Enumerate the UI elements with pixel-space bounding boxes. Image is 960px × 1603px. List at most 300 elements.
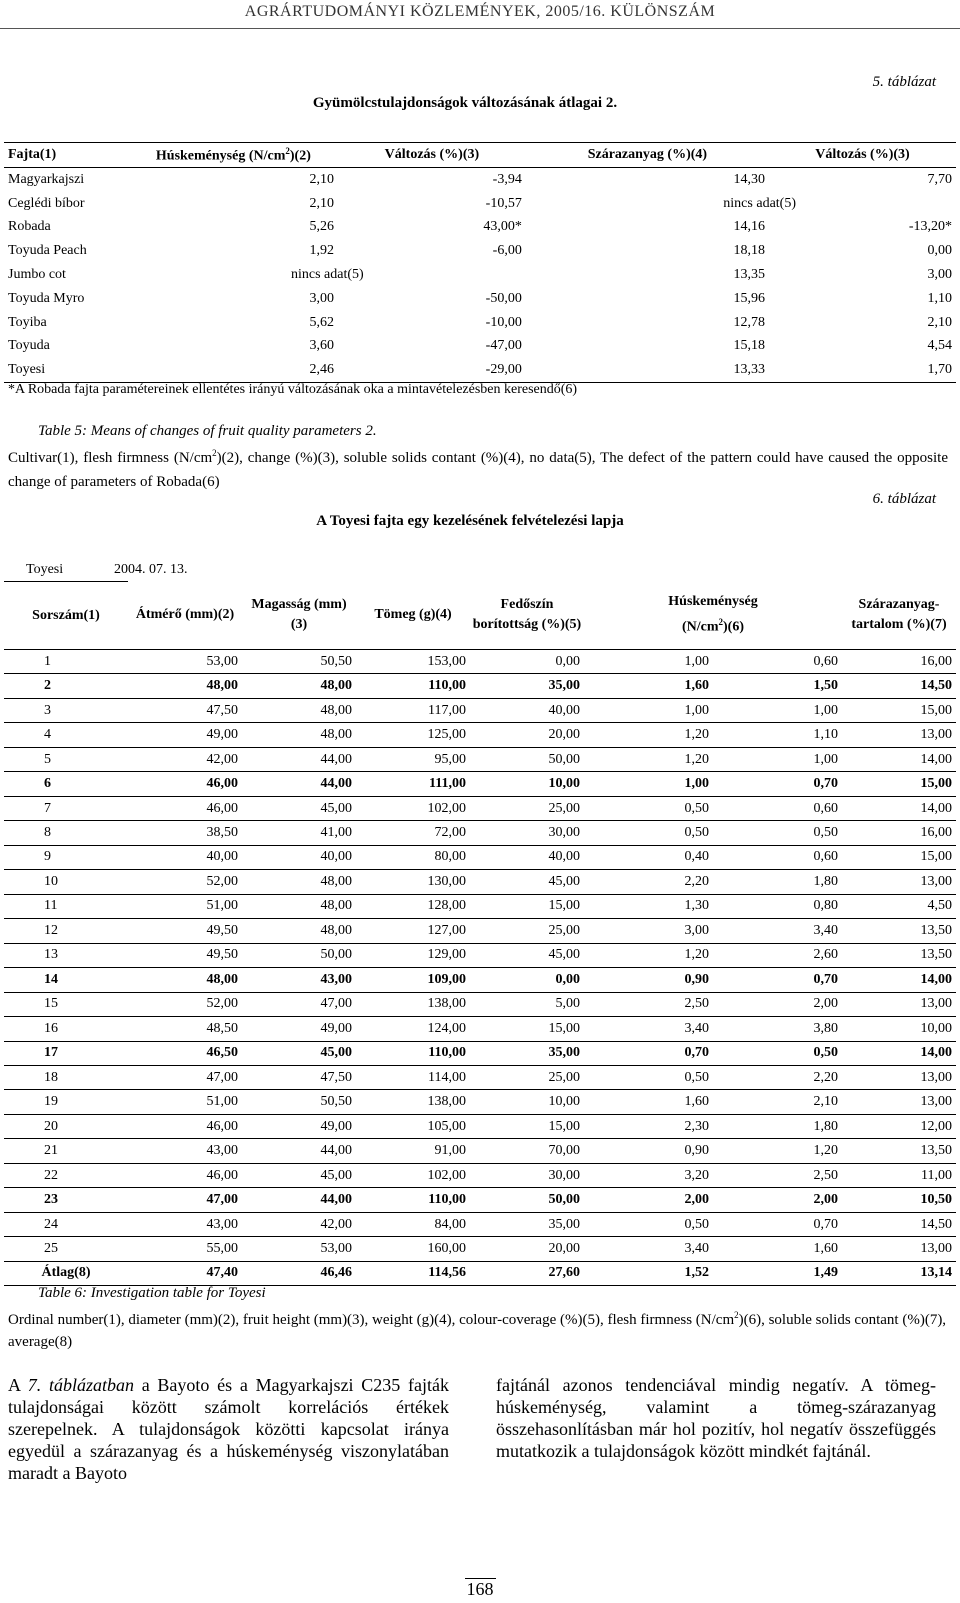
table6-cell: 1,00 [584, 698, 713, 722]
table5-cell: 14,16 [733, 219, 765, 235]
table6-cell: 47,00 [128, 1065, 242, 1089]
table6-cell: 3,00 [584, 919, 713, 943]
table5-cell: -13,20* [908, 219, 952, 235]
table6-cell: 27,60 [470, 1261, 584, 1285]
table6-row-number: 3 [4, 698, 128, 722]
table5-cell: nincs adat(5) [723, 195, 796, 211]
table6-row [4, 747, 956, 771]
table6-cell: 0,60 [713, 845, 842, 869]
table6-cell: 10,00 [470, 1090, 584, 1114]
table6-cell: 20,00 [470, 1237, 584, 1261]
table6-row-number: 21 [4, 1139, 128, 1163]
table6-row-number: 10 [4, 870, 128, 894]
table5-row [4, 216, 956, 240]
table6-cell: 47,40 [128, 1261, 242, 1285]
table6-row-number: 14 [4, 968, 128, 992]
table6-cell: 11,00 [842, 1163, 956, 1187]
table6-cell: 46,00 [128, 1114, 242, 1138]
table5-cell: -10,57 [485, 195, 522, 211]
table6-row-number: 7 [4, 796, 128, 820]
table5-cell: -3,94 [492, 171, 522, 187]
table6-row-number: 1 [4, 650, 128, 674]
table6-row [4, 796, 956, 820]
table6-cell: 1,00 [584, 772, 713, 796]
table6-row-number: 12 [4, 919, 128, 943]
table6-cell: 0,50 [713, 1041, 842, 1065]
table6-cell: 3,40 [584, 1237, 713, 1261]
table6-cell: 15,00 [470, 1017, 584, 1041]
table6-cell: 2,30 [584, 1114, 713, 1138]
table6-cell: 41,00 [242, 821, 356, 845]
table6-cell: 45,00 [470, 943, 584, 967]
table5-cell: 2,10 [309, 195, 334, 211]
table6-cell: 45,00 [242, 1041, 356, 1065]
table5-cell: -6,00 [492, 243, 522, 259]
table6-cell: 50,00 [470, 747, 584, 771]
table6-cell: 10,00 [470, 772, 584, 796]
table6-cell: 14,00 [842, 796, 956, 820]
table6-cell: 35,00 [470, 674, 584, 698]
table6-cell: 48,00 [128, 968, 242, 992]
table6-cell: 50,00 [470, 1188, 584, 1212]
table6-cell: 129,00 [356, 943, 470, 967]
table6-row-number: 18 [4, 1065, 128, 1089]
table6-row-number: Átlag(8) [4, 1261, 128, 1285]
table5-cell: Magyarkajszi [8, 171, 85, 187]
table6-cell: 44,00 [242, 772, 356, 796]
table6-row-number: 22 [4, 1163, 128, 1187]
table6-cell: 49,00 [242, 1114, 356, 1138]
table6-row-number: 11 [4, 894, 128, 918]
table5-cell: -10,00 [485, 314, 522, 330]
table6-cell: 13,00 [842, 723, 956, 747]
table5-cell: Toyuda [8, 338, 50, 354]
table5-row [4, 311, 956, 335]
table6-cell: 46,00 [128, 796, 242, 820]
table5-cell: 18,18 [733, 243, 765, 259]
table6-cell: 14,00 [842, 747, 956, 771]
page-number: 168 [466, 1579, 494, 1599]
table6-cell: 0,50 [584, 821, 713, 845]
table6 [4, 581, 956, 1286]
table6-cell: 13,50 [842, 1139, 956, 1163]
table6-average-row [4, 1261, 956, 1285]
table6-row-number: 23 [4, 1188, 128, 1212]
table6-cell: 45,00 [470, 870, 584, 894]
table6-row [4, 1090, 956, 1114]
table5-title: Gyümölcstulajdonságok változásának átlagai 2. [312, 95, 618, 111]
table6-cell: 13,00 [842, 992, 956, 1016]
table5-cell: 5,62 [309, 314, 334, 330]
table6-cell: 84,00 [356, 1212, 470, 1236]
table6-row [4, 1139, 956, 1163]
table6-cell: 130,00 [356, 870, 470, 894]
table6-row [4, 870, 956, 894]
table5-cell: -47,00 [485, 338, 522, 354]
table6-row [4, 845, 956, 869]
table6-cell: 40,00 [128, 845, 242, 869]
table5-cell: Toyuda Peach [8, 243, 87, 259]
table6-cell: 47,00 [242, 992, 356, 1016]
table6-cell: 0,70 [713, 772, 842, 796]
table6-cell: 160,00 [356, 1237, 470, 1261]
table6-row-number: 24 [4, 1212, 128, 1236]
table6-cell: 125,00 [356, 723, 470, 747]
table5-english-description: Cultivar(1), flesh firmness $(N/cm^2)(2)$, change (%)(3), soluble solids contant (%)(4), no data(5), The defect of the pattern could have caused the opposite change of parameters of Robada(6) [8, 448, 948, 490]
table6-row [4, 674, 956, 698]
table6-cell: 55,00 [128, 1237, 242, 1261]
table6-cell: 53,00 [128, 650, 242, 674]
table6-cell: 0,50 [584, 1065, 713, 1089]
table5-row [4, 168, 956, 192]
table6-cell: 45,00 [242, 1163, 356, 1187]
table6-cell: 48,00 [242, 723, 356, 747]
table5-cell: 1,70 [769, 358, 956, 382]
table6-row-number: 2 [4, 674, 128, 698]
table6-cell: 15,00 [842, 772, 956, 796]
table6-row [4, 1041, 956, 1065]
table6-cell: 51,00 [128, 1090, 242, 1114]
table6-row-number: 19 [4, 1090, 128, 1114]
table6-col-solids: Szárazanyag-tartalom (%)(7) [842, 582, 956, 650]
table5-cell: Robada [8, 219, 51, 235]
table6-cell: 0,80 [713, 894, 842, 918]
table6-cell: 138,00 [356, 992, 470, 1016]
table6-row [4, 698, 956, 722]
table5-row [4, 192, 956, 216]
table6-cell: 117,00 [356, 698, 470, 722]
table6-cell: 46,46 [242, 1261, 356, 1285]
table6-cell: 40,00 [470, 845, 584, 869]
table6-date: 2004. 07. 13. [114, 562, 188, 577]
table5-cell: 1,92 [309, 243, 334, 259]
table6-cell: 127,00 [356, 919, 470, 943]
table6-row-number: 15 [4, 992, 128, 1016]
table6-cell: 2,00 [713, 992, 842, 1016]
table6-row [4, 943, 956, 967]
table6-cell: 91,00 [356, 1139, 470, 1163]
table6-cell: 48,00 [242, 698, 356, 722]
table5 [4, 142, 956, 383]
table6-cell: 50,50 [242, 650, 356, 674]
table6-cell: 111,00 [356, 772, 470, 796]
table6-cell: 1,80 [713, 1114, 842, 1138]
table6-row-number: 8 [4, 821, 128, 845]
table6-row [4, 650, 956, 674]
table6-cell: 46,50 [128, 1041, 242, 1065]
table6-cell: 70,00 [470, 1139, 584, 1163]
table5-cell: 15,18 [733, 338, 765, 354]
table5-cell: Toyiba [8, 314, 47, 330]
table6-cell: 1,20 [584, 723, 713, 747]
table6-cell: 30,00 [470, 821, 584, 845]
table6-header-row [4, 582, 956, 650]
table6-english-description: Ordinal number(1), diameter (mm)(2), fruit height (mm)(3), weight (g)(4), colour-coverage (%)(5), flesh firmness $(N/cm^2)(6)$, soluble solids contant (%)(7), average(8) [8, 1310, 947, 1350]
table6-cell: 0,70 [584, 1041, 713, 1065]
table6-cell: 2,50 [584, 992, 713, 1016]
table6-cell: 49,00 [242, 1017, 356, 1041]
table5-cell: -50,00 [485, 290, 522, 306]
table6-cell: 14,00 [842, 968, 956, 992]
table6-row-number: 17 [4, 1041, 128, 1065]
table5-english-title: Table 5: Means of changes of fruit quality parameters 2. [38, 423, 377, 439]
table6-cell: 1,20 [584, 747, 713, 771]
table6-cell: 3,80 [713, 1017, 842, 1041]
table6-cell: 3,20 [584, 1163, 713, 1187]
table6-variety: Toyesi [26, 562, 64, 577]
table6-row-number: 6 [4, 772, 128, 796]
table5-cell: 12,78 [733, 314, 765, 330]
table6-cell: 20,00 [470, 723, 584, 747]
table6-cell: 1,80 [713, 870, 842, 894]
table6-cell: 114,00 [356, 1065, 470, 1089]
table6-cell: 51,00 [128, 894, 242, 918]
table6-cell: 15,00 [470, 1114, 584, 1138]
table6-cell: 0,40 [584, 845, 713, 869]
body-column-right: fajtánál azonos tendenciával mindig negatív. A tömeg-húskeménység, valamint a tömeg-szárazanyag összehasonlításban már hol pozitív, hol negatív összefüggés mutatkozik a tulajdonságok között mindkét fajtánál. [496, 1375, 936, 1461]
table6-cell: 13,50 [842, 919, 956, 943]
table6-row-number: 20 [4, 1114, 128, 1138]
table6-cell: 16,00 [842, 821, 956, 845]
table6-cell: 105,00 [356, 1114, 470, 1138]
table6-cell: 102,00 [356, 1163, 470, 1187]
table5-cell: 13,33 [526, 358, 769, 382]
table6-cell: 12,00 [842, 1114, 956, 1138]
table6-cell: 48,00 [242, 894, 356, 918]
table6-cell: 43,00 [242, 968, 356, 992]
table5-col-solids: Szárazanyag (%)(4) [526, 143, 769, 168]
table5-footnote: *A Robada fajta paramétereinek ellentétes irányú változásának oka a mintavételezésben keresendő(6) [8, 382, 578, 397]
table6-cell: 2,50 [713, 1163, 842, 1187]
table6-cell: 46,00 [128, 1163, 242, 1187]
table6-cell: 0,00 [470, 968, 584, 992]
table6-cell: 25,00 [470, 796, 584, 820]
table6-cell: 0,90 [584, 968, 713, 992]
table6-variety-date [4, 562, 188, 578]
table6-cell: 2,20 [713, 1065, 842, 1089]
table6-english-title: Table 6: Investigation table for Toyesi [38, 1285, 266, 1301]
table5-row [4, 287, 956, 311]
table6-cell: 38,50 [128, 821, 242, 845]
table6-cell: 48,00 [242, 919, 356, 943]
table6-cell: 44,00 [242, 1139, 356, 1163]
table5-header-row [4, 143, 956, 168]
table5-cell: nincs adat(5) [290, 267, 364, 283]
table6-cell: 47,50 [242, 1065, 356, 1089]
table5-cell: 1,10 [927, 290, 952, 306]
table6-cell: 4,50 [842, 894, 956, 918]
table6-cell: 114,56 [356, 1261, 470, 1285]
table5-cell: 5,26 [309, 219, 334, 235]
table6-cell: 13,00 [842, 1090, 956, 1114]
journal-header: AGRÁRTUDOMÁNYI KÖZLEMÉNYEK, 2005/16. KÜLÖNSZÁM [244, 3, 716, 20]
table6-cell: 1,49 [713, 1261, 842, 1285]
table6-cell: 50,50 [242, 1090, 356, 1114]
table6-cell: 53,00 [242, 1237, 356, 1261]
table6-cell: 43,00 [128, 1212, 242, 1236]
table6-row-number: 13 [4, 943, 128, 967]
table5-cell: Jumbo cot [8, 267, 66, 283]
table6-col-number: Sorszám(1) [4, 582, 128, 650]
table6-cell: 44,00 [242, 1188, 356, 1212]
table6-cell: 5,00 [470, 992, 584, 1016]
table6-cell: 13,00 [842, 1237, 956, 1261]
table6-cell: 1,00 [713, 747, 842, 771]
table6-cell: 40,00 [470, 698, 584, 722]
table6-row-number: 25 [4, 1237, 128, 1261]
table6-cell: 0,50 [584, 796, 713, 820]
table5-cell: 13,35 [733, 267, 765, 283]
table6-cell: 35,00 [470, 1212, 584, 1236]
table5-col-change1: Változás (%)(3) [338, 143, 526, 168]
table6-cell: 42,00 [128, 747, 242, 771]
table6-cell: 0,50 [584, 1212, 713, 1236]
table5-row [4, 239, 956, 263]
header-rule [0, 28, 960, 29]
table6-cell: 109,00 [356, 968, 470, 992]
table5-cell: 2,10 [927, 314, 952, 330]
table5-cell: 15,96 [733, 290, 765, 306]
table6-cell: 1,00 [713, 698, 842, 722]
table6-cell: 25,00 [470, 1065, 584, 1089]
table6-cell: 30,00 [470, 1163, 584, 1187]
table5-row [4, 263, 956, 287]
table6-cell: 50,00 [242, 943, 356, 967]
table6-cell: 1,60 [584, 674, 713, 698]
table6-cell: 10,00 [842, 1017, 956, 1041]
table6-cell: 2,00 [713, 1188, 842, 1212]
table5-col-change2: Változás (%)(3) [769, 143, 956, 168]
table5-cell: 3,00 [309, 290, 334, 306]
table6-cell: 110,00 [356, 674, 470, 698]
table6-cell: 2,60 [713, 943, 842, 967]
table6-cell: 153,00 [356, 650, 470, 674]
table6-cell: 45,00 [242, 796, 356, 820]
table6-cell: 0,90 [584, 1139, 713, 1163]
table6-row [4, 1065, 956, 1089]
table5-cell: Toyuda Myro [8, 290, 85, 306]
table6-cell: 48,00 [242, 674, 356, 698]
table6-cell: 43,00 [128, 1139, 242, 1163]
table6-cell: 0,60 [713, 650, 842, 674]
table6-cell: 138,00 [356, 1090, 470, 1114]
table6-cell: 40,00 [242, 845, 356, 869]
table6-cell: 47,50 [128, 698, 242, 722]
table6-row [4, 821, 956, 845]
table6-cell: 3,40 [584, 1017, 713, 1041]
table6-cell: 13,50 [842, 943, 956, 967]
table5-cell: 0,00 [927, 243, 952, 259]
table6-cell: 0,70 [713, 1212, 842, 1236]
table6-row [4, 1017, 956, 1041]
table6-cell: 25,00 [470, 919, 584, 943]
table5-cell: 43,00* [483, 219, 522, 235]
table6-cell: 72,00 [356, 821, 470, 845]
table6-cell: 13,14 [842, 1261, 956, 1285]
table6-cell: 48,00 [242, 870, 356, 894]
table5-cell: 14,30 [733, 171, 765, 187]
table6-cell: 2,00 [584, 1188, 713, 1212]
table6-cell: 49,00 [128, 723, 242, 747]
table5-cell: Toyesi [4, 358, 129, 382]
table6-title: A Toyesi fajta egy kezelésének felvételezési lapja [316, 513, 624, 529]
table5-col-firmness: Húskeménység $(N/cm^2)(2)$ [129, 143, 338, 168]
table6-cell: 1,60 [584, 1090, 713, 1114]
table6-row [4, 1212, 956, 1236]
table6-col-diameter: Átmérő (mm)(2) [128, 582, 242, 650]
table7-reference: 7. táblázatban [27, 1375, 134, 1395]
table5-cell: Ceglédi bíbor [8, 195, 85, 211]
table6-row [4, 1114, 956, 1138]
table6-row-number: 5 [4, 747, 128, 771]
table6-cell: 1,60 [713, 1237, 842, 1261]
table6-col-colour: Fedőszín borítottság (%)(5) [470, 582, 584, 650]
table6-cell: 1,00 [584, 650, 713, 674]
table6-cell: 3,40 [713, 919, 842, 943]
table6-cell: 47,00 [128, 1188, 242, 1212]
table6-cell: 48,50 [128, 1017, 242, 1041]
table6-cell: 124,00 [356, 1017, 470, 1041]
table6-cell: 15,00 [842, 845, 956, 869]
table6-cell: 49,50 [128, 943, 242, 967]
table6-cell: 0,50 [713, 821, 842, 845]
table6-cell: 14,00 [842, 1041, 956, 1065]
body-column-left: A 7. táblázatban a Bayoto és a Magyarkajszi C235 fajták tulajdonságai között számolt korrelációs értékek szerepelnek. A tulajdonságok közötti kapcsolat iránya egyedül a szárazanyag és a húskeménység viszonylatában maradt a Bayoto [8, 1375, 449, 1483]
table5-row [4, 358, 956, 382]
table6-cell: 49,50 [128, 919, 242, 943]
table6-cell: 15,00 [842, 698, 956, 722]
table5-row [4, 335, 956, 359]
table6-cell: 52,00 [128, 992, 242, 1016]
table6-cell: 2,20 [584, 870, 713, 894]
table6-cell: 15,00 [470, 894, 584, 918]
table5-label: 5. táblázat [872, 74, 936, 90]
table5-cell: 4,54 [927, 338, 952, 354]
table6-cell: 95,00 [356, 747, 470, 771]
table6-cell: 35,00 [470, 1041, 584, 1065]
table6-cell: 102,00 [356, 796, 470, 820]
table6-cell: 0,70 [713, 968, 842, 992]
table6-row-number: 4 [4, 723, 128, 747]
table6-row [4, 919, 956, 943]
table6-cell: 2,10 [713, 1090, 842, 1114]
table6-cell: 110,00 [356, 1188, 470, 1212]
table6-cell: 1,30 [584, 894, 713, 918]
table6-row [4, 723, 956, 747]
table6-cell: 14,50 [842, 674, 956, 698]
table6-cell: 13,00 [842, 1065, 956, 1089]
table6-row [4, 772, 956, 796]
table6-cell: 52,00 [128, 870, 242, 894]
table6-row [4, 992, 956, 1016]
table6-cell: 1,20 [584, 943, 713, 967]
table5-cell: 3,60 [309, 338, 334, 354]
table6-cell: 80,00 [356, 845, 470, 869]
table6-col-height: Magasság (mm)(3) [242, 582, 356, 650]
table6-cell: 128,00 [356, 894, 470, 918]
table6-cell: 0,60 [713, 796, 842, 820]
table6-cell: 48,00 [128, 674, 242, 698]
table6-row [4, 894, 956, 918]
table6-cell: 1,50 [713, 674, 842, 698]
table6-cell: 1,52 [584, 1261, 713, 1285]
table6-cell: 46,00 [128, 772, 242, 796]
table6-cell: 10,50 [842, 1188, 956, 1212]
table5-cell: 7,70 [927, 171, 952, 187]
table5-cell: -29,00 [338, 358, 526, 382]
table6-col-weight: Tömeg (g)(4) [356, 582, 470, 650]
table6-row [4, 1237, 956, 1261]
